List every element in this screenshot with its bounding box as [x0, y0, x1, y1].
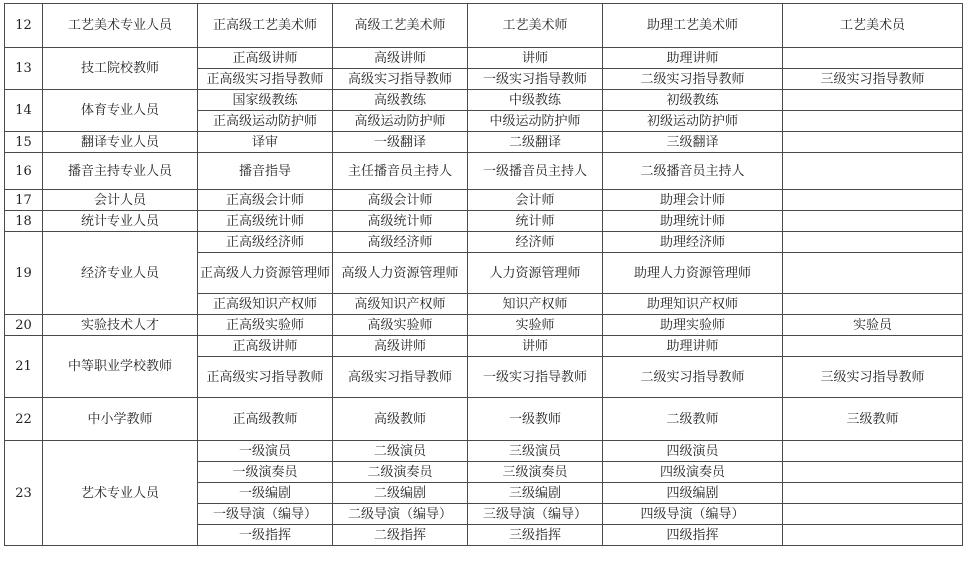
- table-cell: 初级教练: [603, 90, 783, 111]
- table-cell: 三级导演（编导）: [468, 504, 603, 525]
- table-cell: 高级讲师: [333, 336, 468, 357]
- row-number: 19: [5, 232, 43, 315]
- table-cell: 正高级人力资源管理师: [198, 253, 333, 294]
- table-cell: 一级教师: [468, 398, 603, 441]
- row-number: 18: [5, 211, 43, 232]
- table-cell: 统计师: [468, 211, 603, 232]
- table-cell: 高级运动防护师: [333, 111, 468, 132]
- table-cell: 正高级知识产权师: [198, 294, 333, 315]
- table-cell: 高级教师: [333, 398, 468, 441]
- row-number: 13: [5, 48, 43, 90]
- table-cell: 三级演员: [468, 441, 603, 462]
- table-cell: 四级演奏员: [603, 462, 783, 483]
- table-cell: 高级实验师: [333, 315, 468, 336]
- table-cell: [783, 336, 963, 357]
- table-row: [5, 132, 963, 153]
- table-cell: 正高级实验师: [198, 315, 333, 336]
- table-cell: 二级导演（编导）: [333, 504, 468, 525]
- table-cell: 三级指挥: [468, 525, 603, 546]
- row-number: 16: [5, 153, 43, 190]
- table-cell: 二级实习指导教师: [603, 69, 783, 90]
- table-cell: 助理知识产权师: [603, 294, 783, 315]
- table-cell: [783, 111, 963, 132]
- table-cell: [783, 48, 963, 69]
- table-cell: 高级实习指导教师: [333, 69, 468, 90]
- table-cell: 正高级实习指导教师: [198, 357, 333, 398]
- category-cell: 艺术专业人员: [43, 441, 198, 546]
- table-cell: 助理工艺美术师: [603, 4, 783, 48]
- table-cell: 二级演员: [333, 441, 468, 462]
- table-cell: 正高级讲师: [198, 48, 333, 69]
- table-cell: [783, 525, 963, 546]
- table-row: [5, 232, 963, 253]
- table-row: [5, 211, 963, 232]
- table-cell: 四级编剧: [603, 483, 783, 504]
- table-cell: 实验师: [468, 315, 603, 336]
- category-cell: 技工院校教师: [43, 48, 198, 90]
- table-cell: [783, 132, 963, 153]
- table-cell: 助理统计师: [603, 211, 783, 232]
- table-cell: 二级播音员主持人: [603, 153, 783, 190]
- table-cell: 讲师: [468, 336, 603, 357]
- table-row: [5, 48, 963, 69]
- row-number: 17: [5, 190, 43, 211]
- table-cell: 三级实习指导教师: [783, 69, 963, 90]
- table-cell: 高级人力资源管理师: [333, 253, 468, 294]
- table-cell: 会计师: [468, 190, 603, 211]
- table-cell: 三级编剧: [468, 483, 603, 504]
- row-number: 23: [5, 441, 43, 546]
- table-cell: 知识产权师: [468, 294, 603, 315]
- table-cell: 高级工艺美术师: [333, 4, 468, 48]
- table-cell: 二级编剧: [333, 483, 468, 504]
- table-cell: 助理讲师: [603, 336, 783, 357]
- table-cell: 高级实习指导教师: [333, 357, 468, 398]
- table-cell: 二级演奏员: [333, 462, 468, 483]
- table-cell: 一级导演（编导）: [198, 504, 333, 525]
- table-cell: [783, 153, 963, 190]
- category-cell: 统计专业人员: [43, 211, 198, 232]
- category-cell: 翻译专业人员: [43, 132, 198, 153]
- table-cell: [783, 483, 963, 504]
- table-cell: 工艺美术师: [468, 4, 603, 48]
- category-cell: 工艺美术专业人员: [43, 4, 198, 48]
- table-cell: 助理经济师: [603, 232, 783, 253]
- table-row: [5, 336, 963, 357]
- table-cell: [783, 90, 963, 111]
- table-cell: 正高级工艺美术师: [198, 4, 333, 48]
- table-cell: 正高级讲师: [198, 336, 333, 357]
- table-cell: 高级统计师: [333, 211, 468, 232]
- table-cell: 二级实习指导教师: [603, 357, 783, 398]
- category-cell: 中等职业学校教师: [43, 336, 198, 398]
- table-cell: 正高级会计师: [198, 190, 333, 211]
- table-cell: 正高级统计师: [198, 211, 333, 232]
- table-row: [5, 398, 963, 441]
- table-row: [5, 153, 963, 190]
- table-cell: 高级会计师: [333, 190, 468, 211]
- table-cell: [783, 504, 963, 525]
- table-cell: 助理实验师: [603, 315, 783, 336]
- table-cell: 高级知识产权师: [333, 294, 468, 315]
- table-cell: 四级导演（编导）: [603, 504, 783, 525]
- table-cell: [783, 294, 963, 315]
- category-cell: 实验技术人才: [43, 315, 198, 336]
- table-cell: 正高级经济师: [198, 232, 333, 253]
- table-cell: 工艺美术员: [783, 4, 963, 48]
- table-row: [5, 315, 963, 336]
- row-number: 20: [5, 315, 43, 336]
- table-cell: 一级播音员主持人: [468, 153, 603, 190]
- table-cell: 一级编剧: [198, 483, 333, 504]
- category-cell: 经济专业人员: [43, 232, 198, 315]
- table-cell: 二级指挥: [333, 525, 468, 546]
- table-cell: [783, 232, 963, 253]
- row-number: 14: [5, 90, 43, 132]
- table-cell: 一级实习指导教师: [468, 357, 603, 398]
- table-cell: 一级演员: [198, 441, 333, 462]
- table-cell: 中级教练: [468, 90, 603, 111]
- table-cell: 二级教师: [603, 398, 783, 441]
- table-cell: 高级经济师: [333, 232, 468, 253]
- table-cell: 一级实习指导教师: [468, 69, 603, 90]
- table-row: [5, 90, 963, 111]
- table-cell: 高级讲师: [333, 48, 468, 69]
- table-cell: 讲师: [468, 48, 603, 69]
- table-cell: [783, 211, 963, 232]
- category-cell: 体育专业人员: [43, 90, 198, 132]
- row-number: 15: [5, 132, 43, 153]
- table-cell: 主任播音员主持人: [333, 153, 468, 190]
- table-cell: 四级演员: [603, 441, 783, 462]
- table-row: [5, 190, 963, 211]
- table-cell: 正高级教师: [198, 398, 333, 441]
- row-number: 22: [5, 398, 43, 441]
- table-cell: 三级翻译: [603, 132, 783, 153]
- table-cell: 三级教师: [783, 398, 963, 441]
- table-cell: 初级运动防护师: [603, 111, 783, 132]
- table-cell: 人力资源管理师: [468, 253, 603, 294]
- table-cell: 播音指导: [198, 153, 333, 190]
- professional-title-table: [4, 3, 963, 546]
- table-cell: 高级教练: [333, 90, 468, 111]
- table-cell: 正高级实习指导教师: [198, 69, 333, 90]
- table-cell: 二级翻译: [468, 132, 603, 153]
- table-cell: [783, 462, 963, 483]
- table-cell: 助理人力资源管理师: [603, 253, 783, 294]
- table-cell: [783, 441, 963, 462]
- row-number: 21: [5, 336, 43, 398]
- table-cell: 经济师: [468, 232, 603, 253]
- table-cell: 国家级教练: [198, 90, 333, 111]
- category-cell: 中小学教师: [43, 398, 198, 441]
- table-cell: 译审: [198, 132, 333, 153]
- category-cell: 播音主持专业人员: [43, 153, 198, 190]
- table-cell: 一级指挥: [198, 525, 333, 546]
- row-number: 12: [5, 4, 43, 48]
- table-cell: 三级演奏员: [468, 462, 603, 483]
- table-cell: [783, 253, 963, 294]
- table-cell: 助理会计师: [603, 190, 783, 211]
- table-cell: [783, 190, 963, 211]
- table-cell: 助理讲师: [603, 48, 783, 69]
- table-cell: 四级指挥: [603, 525, 783, 546]
- table-row: [5, 4, 963, 48]
- table-cell: 一级翻译: [333, 132, 468, 153]
- table-cell: 中级运动防护师: [468, 111, 603, 132]
- table-cell: 三级实习指导教师: [783, 357, 963, 398]
- table-row: [5, 441, 963, 462]
- category-cell: 会计人员: [43, 190, 198, 211]
- table-cell: 一级演奏员: [198, 462, 333, 483]
- table-cell: 实验员: [783, 315, 963, 336]
- table-cell: 正高级运动防护师: [198, 111, 333, 132]
